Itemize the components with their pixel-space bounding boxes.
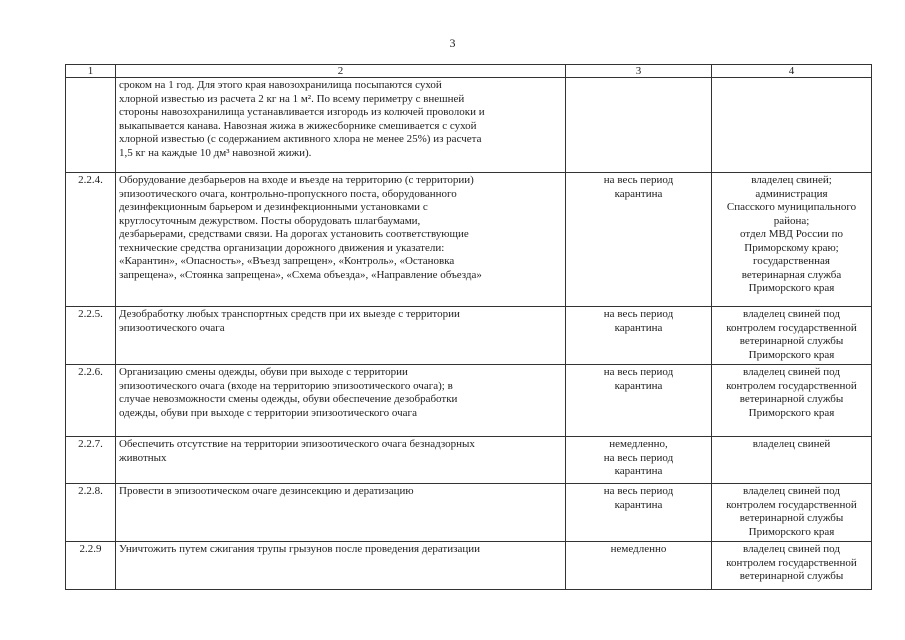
responsible-line: администрация (755, 187, 828, 200)
description-line: животных (119, 451, 167, 464)
responsible-cell (712, 307, 872, 365)
period-line: на весь период (603, 451, 674, 464)
description-line: дезбарьерами, средствами связи. На дорогах установить соответствующие (119, 228, 469, 240)
description-line: сроком на 1 год. Для этого края навозохранилища посыпаются сухой (119, 79, 442, 91)
period-cell (566, 542, 712, 590)
responsible-line: контролем государственной (726, 498, 857, 511)
responsible-line: Приморскому краю; (744, 241, 839, 254)
measure-description (116, 307, 566, 365)
period-cell (566, 307, 712, 365)
responsible-cell (712, 437, 872, 484)
description-line: стороны навозохранилища устанавливается изгородь из колючей проволоки и (119, 106, 485, 118)
description-line: Дезобработку любых транспортных средств при их выезде с территории (119, 308, 460, 320)
description-line: эпизоотического очага, контрольно-пропускного поста, оборудованного (119, 187, 457, 200)
header-col-3: 3 (566, 65, 712, 78)
responsible-line: ветеринарной службы (739, 512, 844, 524)
header-col-1: 1 (66, 65, 116, 78)
item-number (66, 78, 116, 173)
responsible-line: владелец свиней (752, 438, 831, 450)
responsible-line: ветеринарной службы (739, 570, 844, 582)
responsible-line: ветеринарная служба (741, 268, 842, 281)
measure-description (116, 365, 566, 437)
table-row (66, 78, 872, 173)
responsible-line: контролем государственной (726, 321, 857, 334)
responsible-line: Приморского края (748, 525, 835, 538)
description-line: технические средства организации дорожного движения и указатели: (119, 241, 445, 254)
header-col-4: 4 (712, 65, 872, 78)
measure-description (116, 437, 566, 484)
responsible-cell (712, 173, 872, 307)
responsible-line: Приморского края (748, 282, 835, 294)
responsible-line: Спасского муниципального (726, 201, 857, 213)
description-line: хлорной известью из расчета 2 кг на 1 м². По всему периметру с внешней (119, 92, 465, 105)
responsible-cell (712, 484, 872, 542)
period-line: на весь период (603, 308, 674, 320)
description-line: Обеспечить отсутствие на территории эпизоотического очага безнадзорных (119, 438, 475, 450)
page-number: 3 (449, 36, 456, 50)
description-line: «Карантин», «Опасность», «Въезд запрещен», «Контроль», «Остановка (119, 255, 455, 267)
measure-description (116, 542, 566, 590)
table-row (66, 437, 872, 484)
period-line: карантина (614, 465, 663, 477)
responsible-line: контролем государственной (726, 379, 857, 392)
responsible-line: владелец свиней под (743, 308, 840, 320)
description-line: круглосуточным дежурством. Посты оборудовать шлагбаумами, (119, 214, 421, 227)
description-line: случае невозможности смены одежды, обуви обеспечение дезобработки (119, 393, 458, 405)
measure-description (116, 78, 566, 173)
period-line: на весь период (603, 366, 674, 378)
responsible-line: государственная (753, 255, 830, 267)
responsible-line: ветеринарной службы (739, 335, 844, 347)
responsible-cell (712, 365, 872, 437)
responsible-line: контролем государственной (726, 556, 857, 569)
description-line: хлорной известью (с содержанием активного хлора не менее 25%) из расчета (119, 133, 482, 145)
measure-description (116, 173, 566, 307)
measures-table (65, 64, 872, 590)
description-line: дезинфекционным барьером и дезинфекционными установками с (119, 201, 428, 213)
description-line: эпизоотического очага (входе на территорию эпизоотического очага); в (119, 379, 453, 392)
period-cell (566, 484, 712, 542)
responsible-line: владелец свиней под (743, 543, 840, 555)
period-line: карантина (614, 498, 663, 511)
responsible-line: района; (773, 214, 810, 227)
responsible-line: Приморского края (748, 348, 835, 361)
responsible-line: отдел МВД России по (740, 228, 843, 240)
item-number: 2.2.6. (66, 365, 116, 437)
responsible-cell (712, 78, 872, 173)
responsible-cell (712, 542, 872, 590)
responsible-line: Приморского края (748, 406, 835, 419)
responsible-line: владелец свиней под (743, 366, 840, 378)
description-line: эпизоотического очага (119, 321, 225, 334)
description-line: Провести в эпизоотическом очаге дезинсекцию и дератизацию (119, 485, 414, 497)
period-cell (566, 365, 712, 437)
period-cell (566, 173, 712, 307)
description-line: запрещена», «Стоянка запрещена», «Схема объезда», «Направление объезда» (119, 268, 482, 281)
description-line: Оборудование дезбарьеров на входе и въезде на территорию (с территории) (119, 174, 474, 186)
responsible-line: владелец свиней под (743, 485, 840, 497)
period-line: карантина (614, 379, 663, 392)
table-row (66, 173, 872, 307)
period-line: карантина (614, 187, 663, 200)
period-line: карантина (614, 321, 663, 334)
responsible-line: ветеринарной службы (739, 393, 844, 405)
item-number: 2.2.8. (66, 484, 116, 542)
responsible-line: владелец свиней; (751, 174, 832, 186)
description-line: одежды, обуви при выходе с территории эпизоотического очага (119, 406, 417, 419)
table-row (66, 542, 872, 590)
measure-description (116, 484, 566, 542)
period-line: немедленно (610, 543, 667, 555)
item-number: 2.2.9 (66, 542, 116, 590)
period-line: на весь период (603, 485, 674, 497)
period-line: немедленно, (609, 438, 668, 450)
period-cell (566, 437, 712, 484)
period-line: на весь период (603, 174, 674, 186)
table-row (66, 365, 872, 437)
item-number: 2.2.4. (66, 173, 116, 307)
description-line: Организацию смены одежды, обуви при выходе с территории (119, 366, 408, 378)
period-cell (566, 78, 712, 173)
description-line: 1,5 кг на каждые 10 дм³ навозной жижи). (119, 146, 312, 159)
item-number: 2.2.5. (66, 307, 116, 365)
column-number-header (66, 65, 872, 78)
table-row (66, 307, 872, 365)
table-row (66, 484, 872, 542)
description-line: Уничтожить путем сжигания трупы грызунов после проведения дератизации (119, 543, 481, 555)
header-col-2: 2 (116, 65, 566, 78)
description-line: выкапывается канава. Навозная жижа в жижесборнике смешивается с сухой (119, 119, 477, 132)
item-number: 2.2.7. (66, 437, 116, 484)
